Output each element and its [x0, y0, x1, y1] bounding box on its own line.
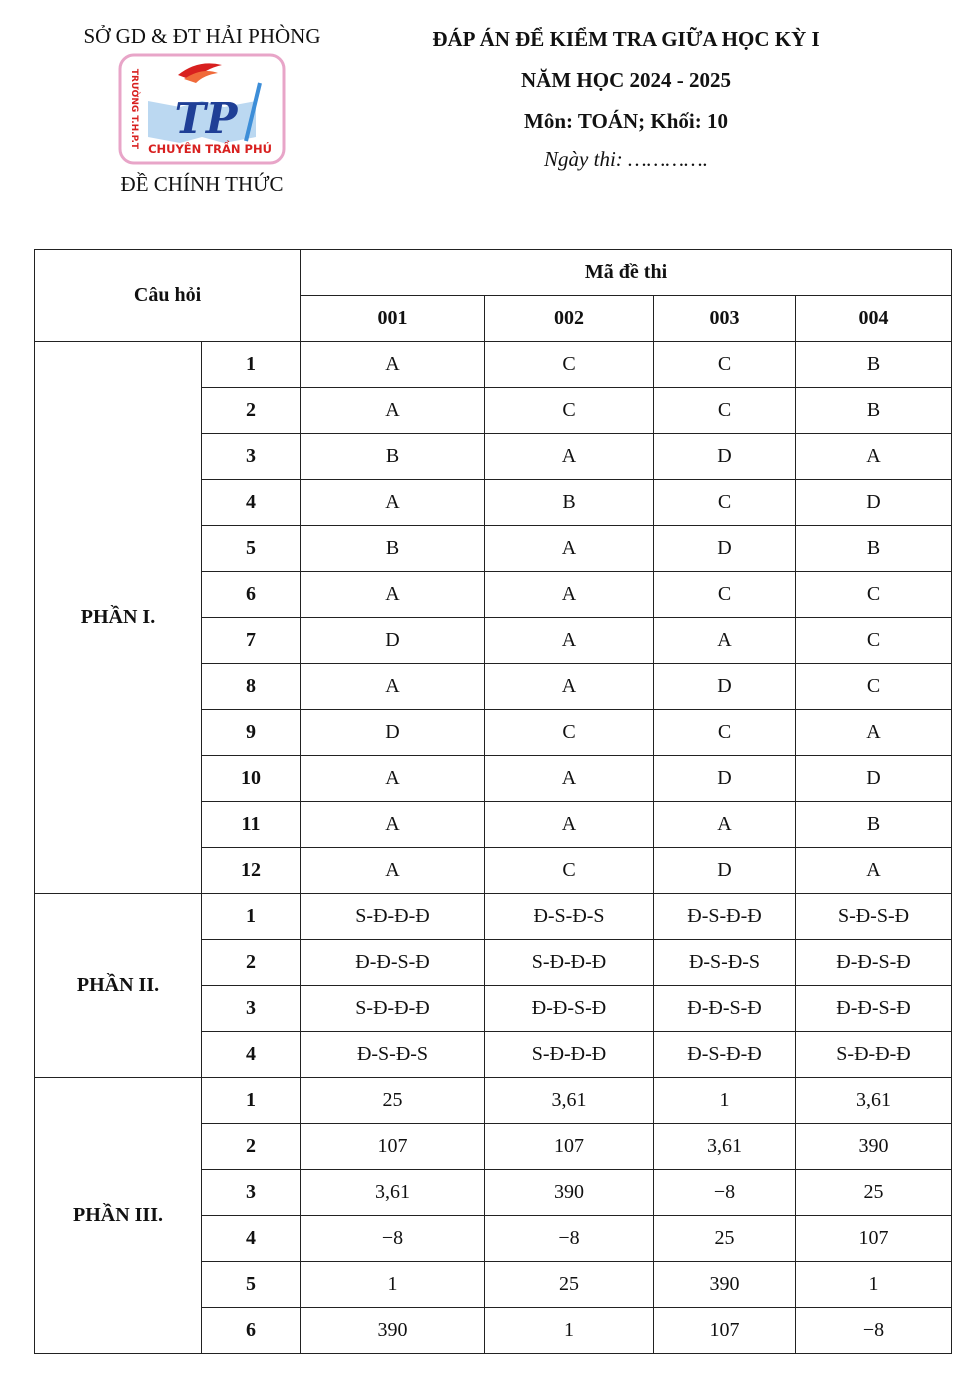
answer-cell: C	[796, 618, 952, 664]
question-number: 3	[202, 986, 301, 1032]
question-number: 9	[202, 710, 301, 756]
answer-cell: B	[301, 526, 485, 572]
question-number: 6	[202, 1308, 301, 1354]
answer-cell: Đ-S-Đ-S	[301, 1032, 485, 1078]
question-number: 5	[202, 1262, 301, 1308]
question-number: 7	[202, 618, 301, 664]
question-number: 11	[202, 802, 301, 848]
answer-cell: A	[301, 756, 485, 802]
answer-cell: B	[796, 342, 952, 388]
exam-code-header: Mã đề thi	[301, 250, 952, 296]
answer-cell: S-Đ-Đ-Đ	[485, 940, 654, 986]
answer-cell: A	[301, 848, 485, 894]
answer-cell: 1	[796, 1262, 952, 1308]
answer-cell: 390	[485, 1170, 654, 1216]
answer-cell: C	[796, 572, 952, 618]
school-logo	[118, 53, 286, 165]
answer-cell: C	[654, 342, 796, 388]
logo-school-name: CHUYÊN TRẦN PHÚ	[148, 142, 272, 156]
answer-cell: A	[301, 480, 485, 526]
answer-cell: 3,61	[485, 1078, 654, 1124]
answer-table	[34, 249, 952, 1354]
answer-cell: S-Đ-Đ-Đ	[301, 986, 485, 1032]
answer-cell: C	[654, 572, 796, 618]
answer-cell: A	[301, 388, 485, 434]
answer-cell: 1	[485, 1308, 654, 1354]
answer-cell: A	[654, 802, 796, 848]
answer-cell: Đ-Đ-S-Đ	[485, 986, 654, 1032]
answer-cell: A	[301, 342, 485, 388]
question-number: 2	[202, 388, 301, 434]
answer-cell: A	[485, 664, 654, 710]
answer-cell: Đ-S-Đ-S	[485, 894, 654, 940]
answer-table-head	[35, 250, 952, 342]
question-number: 4	[202, 1216, 301, 1262]
school-year: NĂM HỌC 2024 - 2025	[521, 68, 731, 92]
answer-cell: A	[301, 664, 485, 710]
answer-cell: 390	[796, 1124, 952, 1170]
answer-cell: 25	[301, 1078, 485, 1124]
answer-cell: A	[485, 434, 654, 480]
answer-cell: 3,61	[654, 1124, 796, 1170]
question-number: 3	[202, 434, 301, 480]
answer-cell: 390	[654, 1262, 796, 1308]
answer-cell: −8	[796, 1308, 952, 1354]
answer-cell: S-Đ-Đ-Đ	[301, 894, 485, 940]
question-number: 12	[202, 848, 301, 894]
answer-cell: A	[796, 848, 952, 894]
answer-cell: A	[485, 618, 654, 664]
answer-cell: 3,61	[796, 1078, 952, 1124]
question-number: 2	[202, 1124, 301, 1170]
answer-cell: 107	[796, 1216, 952, 1262]
answer-cell: D	[654, 756, 796, 802]
exam-code: 004	[796, 296, 952, 342]
question-number: 6	[202, 572, 301, 618]
official-label: ĐỀ CHÍNH THỨC	[120, 172, 284, 196]
answer-cell: 107	[301, 1124, 485, 1170]
answer-cell: −8	[485, 1216, 654, 1262]
part-label: PHẦN I.	[35, 342, 202, 894]
question-number: 1	[202, 1078, 301, 1124]
subject-line: Môn: TOÁN; Khối: 10	[524, 109, 728, 133]
answer-cell: A	[485, 572, 654, 618]
exam-code: 001	[301, 296, 485, 342]
answer-cell: C	[796, 664, 952, 710]
table-row	[35, 342, 952, 388]
answer-cell: B	[796, 526, 952, 572]
question-number: 4	[202, 480, 301, 526]
answer-cell: 390	[301, 1308, 485, 1354]
answer-cell: −8	[301, 1216, 485, 1262]
answer-cell: D	[654, 434, 796, 480]
answer-cell: D	[654, 526, 796, 572]
document-title: ĐÁP ÁN ĐỂ KIỂM TRA GIỮA HỌC KỲ I	[432, 27, 820, 51]
logo-initials: TP	[174, 94, 238, 143]
question-number: 2	[202, 940, 301, 986]
question-number: 8	[202, 664, 301, 710]
answer-cell: S-Đ-Đ-Đ	[485, 1032, 654, 1078]
answer-cell: A	[301, 802, 485, 848]
answer-cell: D	[301, 710, 485, 756]
answer-cell: 25	[796, 1170, 952, 1216]
department-name: SỞ GD & ĐT HẢI PHÒNG	[83, 24, 321, 48]
answer-cell: C	[654, 710, 796, 756]
question-number: 5	[202, 526, 301, 572]
header-left	[52, 24, 352, 197]
answer-cell: C	[654, 388, 796, 434]
answer-cell: D	[796, 756, 952, 802]
answer-cell: C	[654, 480, 796, 526]
question-number: 1	[202, 894, 301, 940]
answer-cell: Đ-S-Đ-Đ	[654, 1032, 796, 1078]
answer-cell: 3,61	[301, 1170, 485, 1216]
question-number: 10	[202, 756, 301, 802]
answer-cell: 1	[654, 1078, 796, 1124]
answer-cell: A	[485, 756, 654, 802]
table-row	[35, 1078, 952, 1124]
answer-cell: C	[485, 388, 654, 434]
answer-cell: D	[796, 480, 952, 526]
answer-cell: 107	[485, 1124, 654, 1170]
answer-cell: C	[485, 342, 654, 388]
answer-cell: A	[301, 572, 485, 618]
answer-cell: D	[654, 664, 796, 710]
question-number: 1	[202, 342, 301, 388]
answer-cell: D	[654, 848, 796, 894]
question-number: 3	[202, 1170, 301, 1216]
exam-date: Ngày thi: ………….	[544, 147, 708, 171]
answer-cell: A	[654, 618, 796, 664]
answer-cell: A	[485, 526, 654, 572]
answer-cell: 1	[301, 1262, 485, 1308]
answer-cell: 107	[654, 1308, 796, 1354]
answer-cell: S-Đ-Đ-Đ	[796, 1032, 952, 1078]
table-row	[35, 894, 952, 940]
question-number: 4	[202, 1032, 301, 1078]
question-header: Câu hỏi	[35, 250, 301, 342]
exam-code: 002	[485, 296, 654, 342]
part-label: PHẦN III.	[35, 1078, 202, 1354]
answer-cell: D	[301, 618, 485, 664]
answer-cell: B	[796, 388, 952, 434]
answer-cell: B	[301, 434, 485, 480]
header-right	[420, 24, 832, 174]
answer-cell: A	[796, 434, 952, 480]
answer-cell: 25	[485, 1262, 654, 1308]
answer-cell: 25	[654, 1216, 796, 1262]
answer-cell: Đ-Đ-S-Đ	[654, 986, 796, 1032]
answer-table-body	[35, 342, 952, 1354]
part-label: PHẦN II.	[35, 894, 202, 1078]
answer-cell: S-Đ-S-Đ	[796, 894, 952, 940]
answer-cell: Đ-Đ-S-Đ	[796, 986, 952, 1032]
answer-cell: Đ-S-Đ-S	[654, 940, 796, 986]
answer-cell: Đ-Đ-S-Đ	[301, 940, 485, 986]
answer-cell: −8	[654, 1170, 796, 1216]
answer-cell: B	[485, 480, 654, 526]
answer-cell: Đ-Đ-S-Đ	[796, 940, 952, 986]
answer-cell: A	[485, 802, 654, 848]
exam-code: 003	[654, 296, 796, 342]
answer-cell: B	[796, 802, 952, 848]
answer-cell: C	[485, 848, 654, 894]
logo-side-text: TRƯỜNG T.H.P.T	[129, 68, 139, 150]
answer-cell: C	[485, 710, 654, 756]
answer-cell: A	[796, 710, 952, 756]
answer-cell: Đ-S-Đ-Đ	[654, 894, 796, 940]
